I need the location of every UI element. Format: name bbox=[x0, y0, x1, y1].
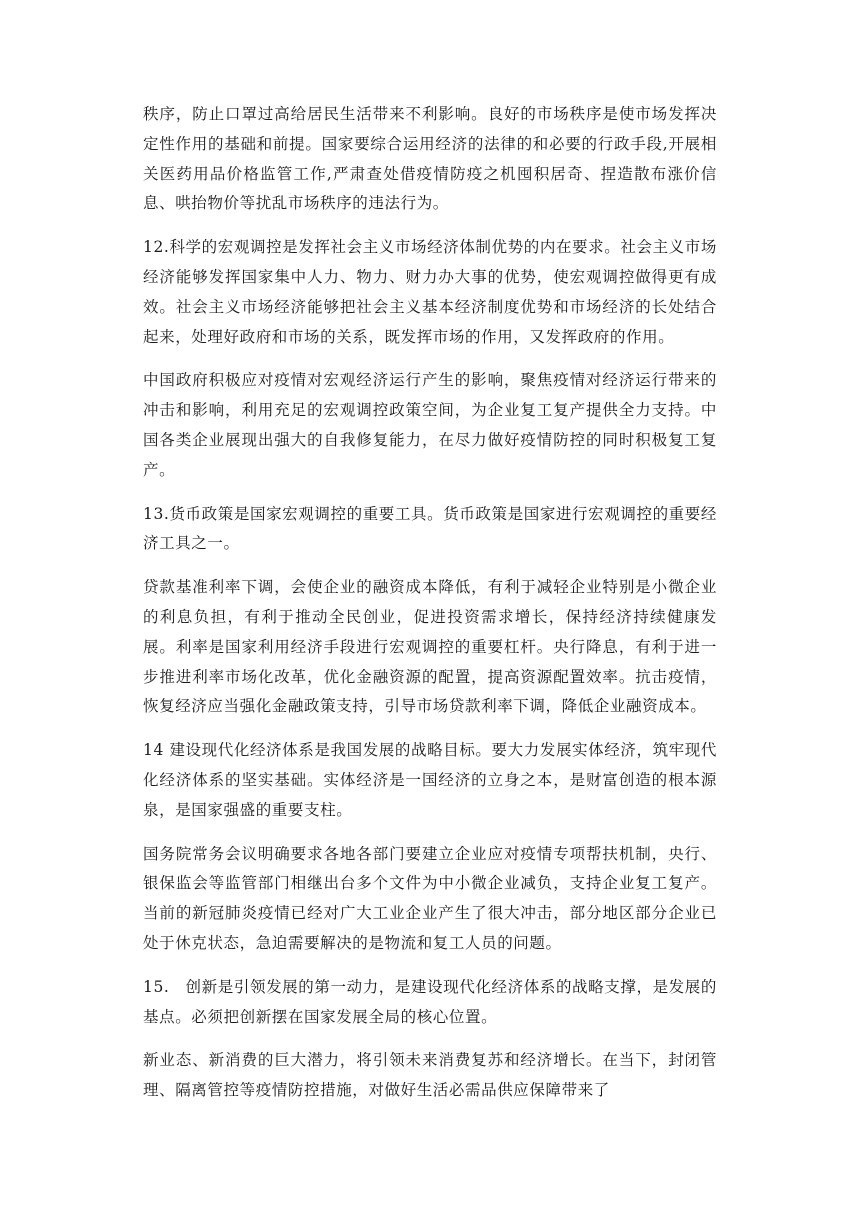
paragraph-market-order: 秩序，防止口罩过高给居民生活带来不利影响。良好的市场秩序是使市场发挥决定性作用的基础和前提。国家要综合运用经济的法律的和必要的行政手段,开展相关医药用品价格监管工作,严肃查处借疫情防疫之机囤积居奇、捏造散布涨价信息、哄抬物价等扰乱市场秩序的违法行为。 bbox=[143, 105, 717, 213]
paragraph-13-monetary-policy: 13.货币政策是国家宏观调控的重要工具。货币政策是国家进行宏观调控的重要经济工具之一。 bbox=[143, 504, 717, 553]
document-page bbox=[143, 100, 717, 1120]
paragraph-interest-rate: 贷款基准利率下调，会使企业的融资成本降低，有利于减轻企业特别是小微企业的利息负担，有利于推动全民创业，促进投资需求增长，保持经济持续健康发展。利率是国家利用经济手段进行宏观调控的重要杠杆。央行降息，有利于进一步推进利率市场化改革，优化金融资源的配置，提高资源配置效率。抗击疫情，恢复经济应当强化金融政策支持，引导市场贷款利率下调，降低企业融资成本。 bbox=[143, 578, 717, 716]
paragraph-14-modern-economy: 14 建设现代化经济体系是我国发展的战略目标。要大力发展实体经济，筑牢现代化经济体系的坚实基础。实体经济是一国经济的立身之本，是财富创造的根本源泉，是国家强盛的重要支柱。 bbox=[143, 741, 717, 819]
paragraph-government-response: 中国政府积极应对疫情对宏观经济运行产生的影响，聚焦疫情对经济运行带来的冲击和影响，利用充足的宏观调控政策空间，为企业复工复产提供全力支持。中国各类企业展现出强大的自我修复能力，在尽力做好疫情防控的同时积极复工复产。 bbox=[143, 371, 717, 479]
paragraph-new-consumption: 新业态、新消费的巨大潜力，将引领未来消费复苏和经济增长。在当下，封闭管理、隔离管控等疫情防控措施，对做好生活必需品供应保障带来了 bbox=[143, 1051, 717, 1100]
paragraph-12-macro-control: 12.科学的宏观调控是发挥社会主义市场经济体制优势的内在要求。社会主义市场经济能够发挥国家集中人力、物力、财力办大事的优势，使宏观调控做得更有成效。社会主义市场经济能够把社会主义基本经济制度优势和市场经济的长处结合起来，处理好政府和市场的关系，既发挥市场的作用，又发挥政府的作用。 bbox=[143, 238, 717, 346]
paragraph-state-council: 国务院常务会议明确要求各地各部门要建立企业应对疫情专项帮扶机制，央行、银保监会等监管部门相继出台多个文件为中小微企业减负，支持企业复工复产。当前的新冠肺炎疫情已经对广大工业企业产生了很大冲击，部分地区部分企业已处于休克状态，急迫需要解决的是物流和复工人员的问题。 bbox=[143, 844, 717, 952]
paragraph-15-innovation: 15. 创新是引领发展的第一动力，是建设现代化经济体系的战略支撑，是发展的基点。必须把创新摆在国家发展全局的核心位置。 bbox=[143, 977, 717, 1026]
